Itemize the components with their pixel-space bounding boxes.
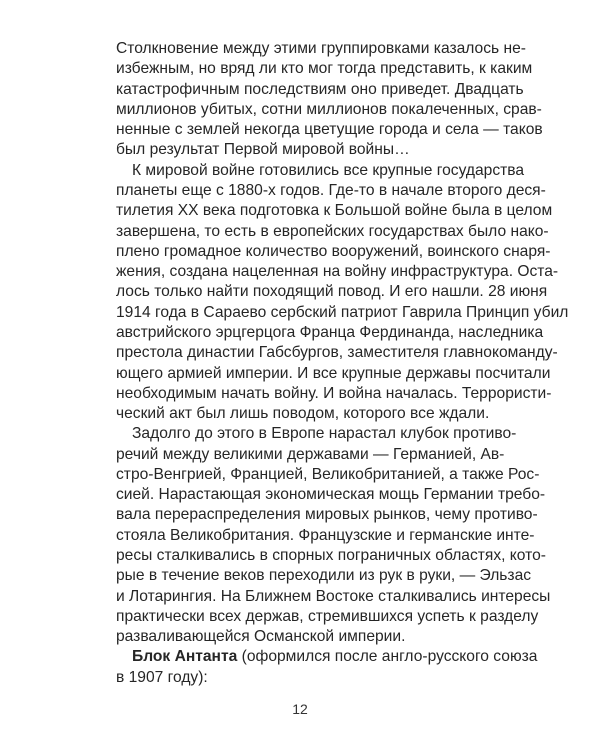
text-line: ненные с землей некогда цветущие города и села — таков [116,121,543,139]
text-line: ющего армией империи. И все крупные державы посчитали [116,364,551,382]
text-line: миллионов убитых, сотни миллионов покалеченных, срав- [116,100,542,118]
text-line: тилетия XX века подготовка к Большой войне была в целом [116,202,553,220]
text-line: избежным, но вряд ли кто мог тогда представить, к каким [116,60,533,78]
text-line: необходимым начать войну. И война началась. Террористи- [116,384,552,402]
text-line: Задолго до этого в Европе нарастал клубок противо- [132,425,517,443]
text-line: стро-Венгрией, Францией, Великобританией, а также Рос- [116,465,540,483]
text-line: и Лотарингия. На Ближнем Востоке сталкивались интересы [116,587,551,605]
text-line: разваливающейся Османской империи. [116,628,406,646]
text-line: ресы сталкивались в спорных пограничных областях, кото- [116,547,546,565]
bold-heading: Блок Антанта [132,648,238,666]
text-line: Столкновение между этими группировками казалось не- [116,40,526,57]
text-line: был результат Первой мировой войны… [116,141,410,159]
text-fragment: (оформился после англо-русского союза [241,648,538,666]
text-line: сией. Нарастающая экономическая мощь Германии требо- [116,486,546,504]
text-line: жения, создана нацеленная на войну инфраструктура. Оста- [116,263,559,281]
text-line: вала перераспределения мировых рынков, чему противо- [116,506,538,524]
text-line: 1914 года в Сараево сербский патриот Гаврила Принцип убил [116,303,569,321]
text-line [132,647,538,667]
text-line: практически всех держав, стремившихся успеть к разделу [116,607,539,625]
text-line: катастрофичным последствиям оно приведет. Двадцать [116,80,524,98]
text-line: речий между великими державами — Германией, Ав- [116,445,505,463]
text-line: завершена, то есть в европейских государствах было нако- [116,222,549,240]
text-line: в 1907 году): [116,668,208,686]
text-line: стояла Великобритания. Французские и германские инте- [116,526,535,544]
text-line: К мировой войне готовились все крупные государства [132,161,525,179]
page-number: 12 [292,701,308,717]
text-line: лось только найти походящий повод. И его нашли. 28 июня [116,283,548,301]
text-line: австрийского эрцгерцога Франца Фердинанда, наследника [116,323,544,341]
text-line: ческий акт был лишь поводом, которого все ждали. [116,405,490,423]
text-line: планеты еще с 1880-х годов. Где-то в начале второго деся- [116,181,546,199]
text-line: рые в течение веков переходили из рук в руки, — Эльзас [116,567,532,585]
text-line: престола династии Габсбургов, заместителя главнокоманду- [116,344,558,362]
text-line: плено громадное количество вооружений, воинского снаря- [116,242,551,260]
